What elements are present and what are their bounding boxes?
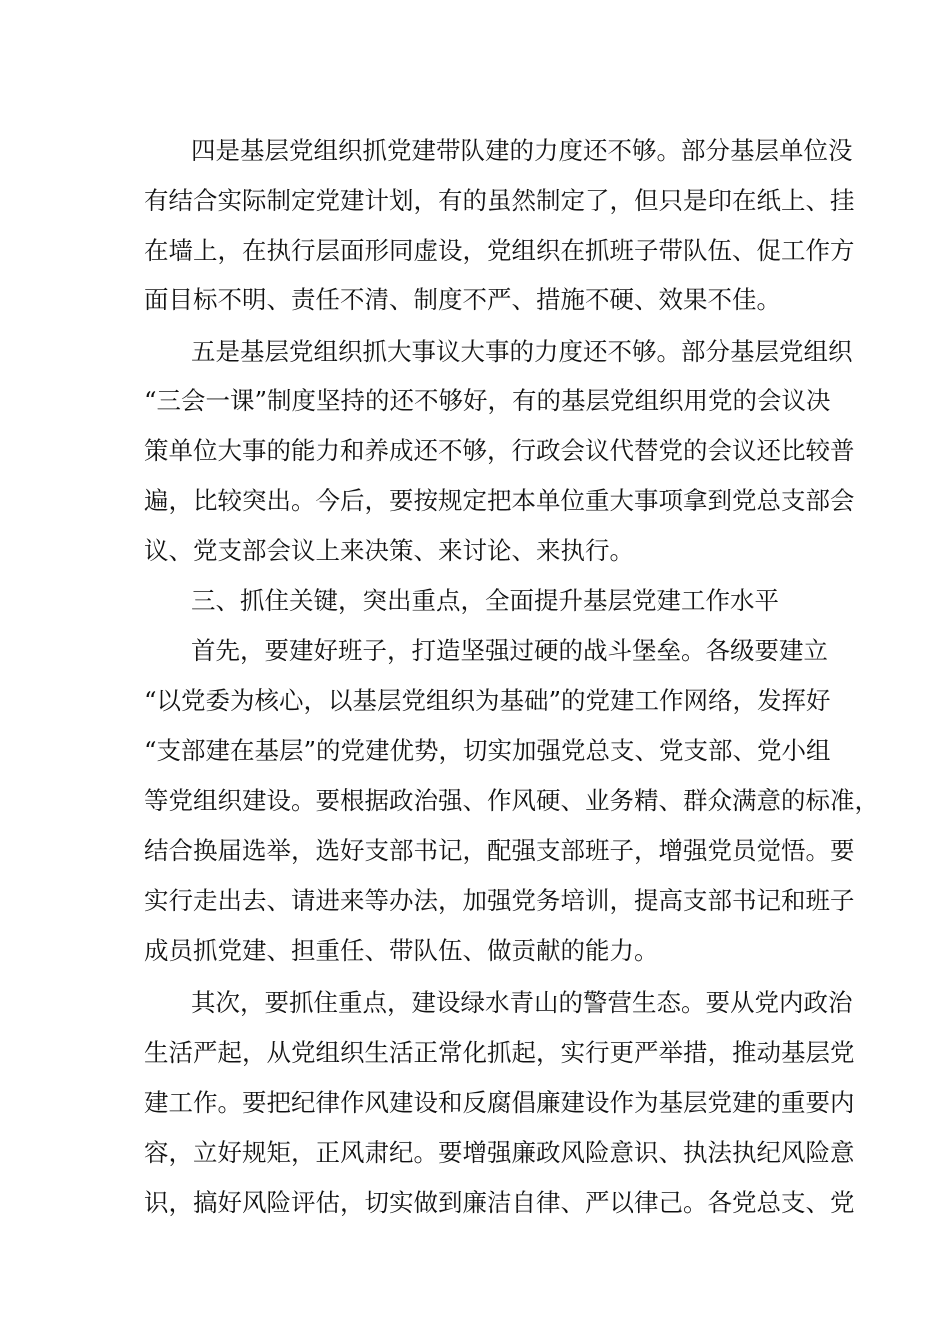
section-heading: 三、抓住关键，突出重点，全面提升基层党建工作水平 (191, 586, 779, 615)
text-line: 实行走出去、请进来等办法，加强党务培训，提高支部书记和班子 (144, 886, 855, 915)
text-line: “三会一课”制度坚持的还不够好，有的基层党组织用党的会议决 (144, 386, 831, 415)
text-line: 首先，要建好班子，打造坚强过硬的战斗堡垒。各级要建立 (191, 636, 828, 665)
text-line: “以党委为核心，以基层党组织为基础”的党建工作网络，发挥好 (144, 686, 831, 715)
text-line: 遍，比较突出。今后，要按规定把本单位重大事项拿到党总支部会 (144, 486, 855, 515)
text-line: 有结合实际制定党建计划，有的虽然制定了，但只是印在纸上、挂 (144, 186, 855, 215)
text-line: 策单位大事的能力和养成还不够，行政会议代替党的会议还比较普 (144, 436, 855, 465)
text-line: 议、党支部会议上来决策、来讨论、来执行。 (144, 536, 634, 565)
text-line: 识，搞好风险评估，切实做到廉洁自律、严以律己。各党总支、党 (144, 1188, 855, 1217)
text-line: 容，立好规矩，正风肃纪。要增强廉政风险意识、执法执纪风险意 (144, 1138, 855, 1167)
text-line: 结合换届选举，选好支部书记，配强支部班子，增强党员觉悟。要 (144, 836, 855, 865)
text-line: 成员抓党建、担重任、带队伍、做贡献的能力。 (144, 936, 659, 965)
text-line: 面目标不明、责任不清、制度不严、措施不硬、效果不佳。 (144, 285, 781, 314)
text-line: 等党组织建设。要根据政治强、作风硬、业务精、群众满意的标准， (144, 786, 879, 815)
text-line: 在墙上，在执行层面形同虚设，党组织在抓班子带队伍、促工作方 (144, 236, 855, 265)
text-line: 四是基层党组织抓党建带队建的力度还不够。部分基层单位没 (191, 136, 853, 165)
text-line: 生活严起，从党组织生活正常化抓起，实行更严举措，推动基层党 (144, 1038, 855, 1067)
text-line: “支部建在基层”的党建优势，切实加强党总支、党支部、党小组 (144, 736, 831, 765)
text-line: 其次，要抓住重点，建设绿水青山的警营生态。要从党内政治 (191, 988, 853, 1017)
text-line: 建工作。要把纪律作风建设和反腐倡廉建设作为基层党建的重要内 (144, 1088, 855, 1117)
text-line: 五是基层党组织抓大事议大事的力度还不够。部分基层党组织 (191, 337, 853, 366)
